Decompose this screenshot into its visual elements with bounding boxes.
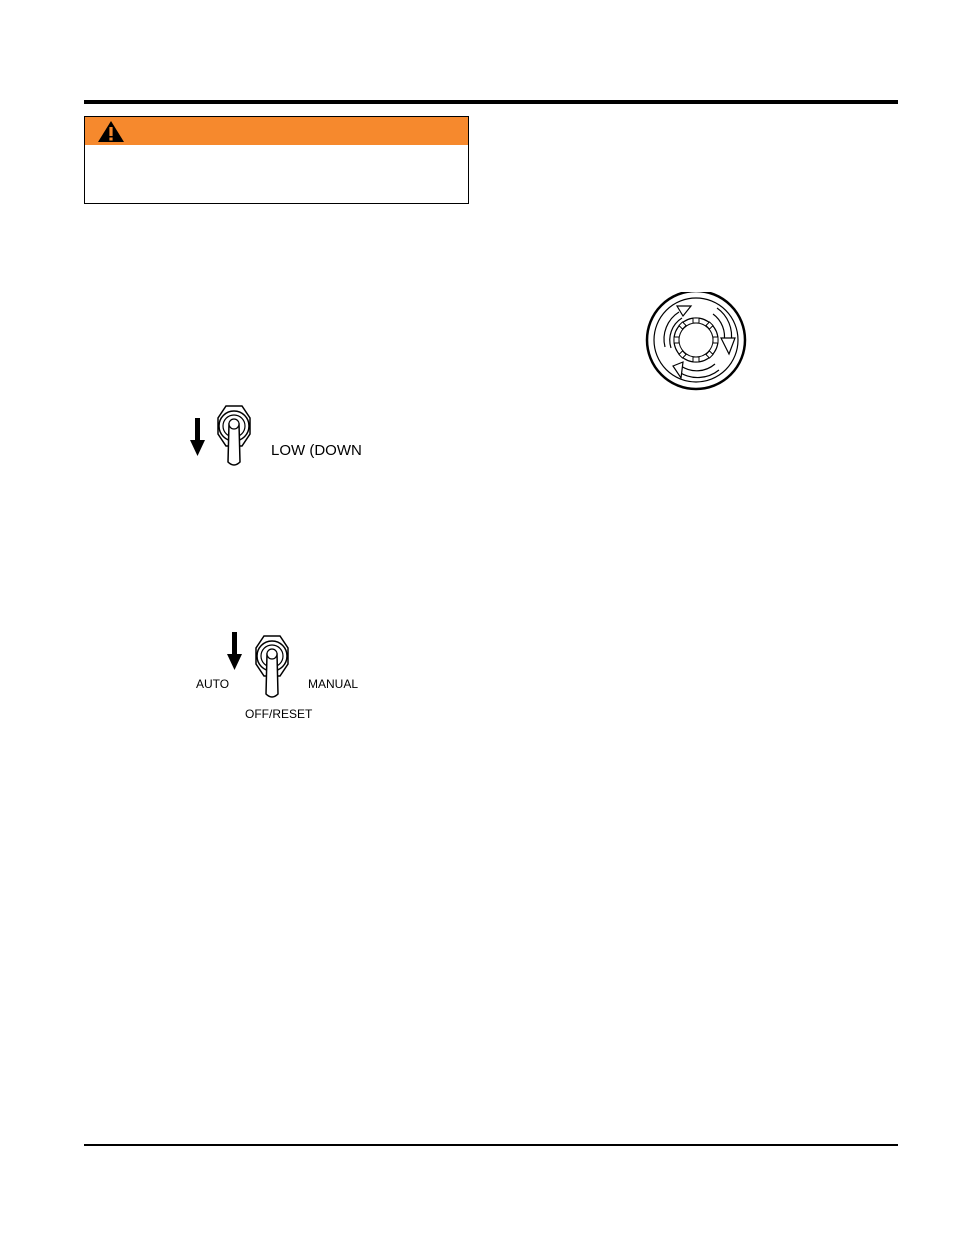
arrow-down-icon xyxy=(227,632,242,670)
auto-label: AUTO xyxy=(196,677,230,691)
toggle-switch-icon xyxy=(256,636,288,697)
warning-box xyxy=(84,116,469,204)
toggle-switch-icon xyxy=(218,406,250,465)
emergency-stop-twist-release-icon xyxy=(643,292,753,392)
emergency-stop-figure xyxy=(643,292,753,392)
low-switch-figure xyxy=(188,404,268,468)
header-rule xyxy=(84,100,898,104)
low-down-label: LOW (DOWN xyxy=(271,442,362,459)
warning-header xyxy=(85,117,468,145)
warning-triangle-icon xyxy=(97,120,125,143)
mode-switch-figure xyxy=(224,630,304,702)
arrow-down-icon xyxy=(190,418,205,456)
manual-label: MANUAL xyxy=(308,677,359,691)
footer-rule xyxy=(84,1144,898,1146)
off-reset-label: OFF/RESET xyxy=(245,707,313,721)
